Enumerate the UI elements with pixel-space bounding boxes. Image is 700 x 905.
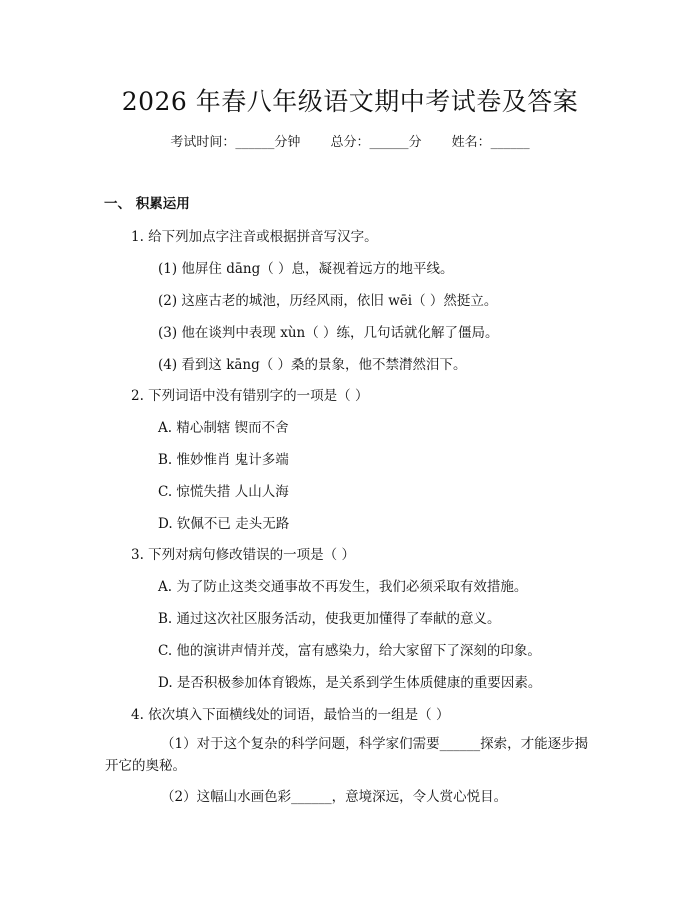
- question-3-option-d: D. 是否积极参加体育锻炼，是关系到学生体质健康的重要因素。: [158, 675, 542, 691]
- question-4-item-2: （2）这幅山水画色彩______，意境深远，令人赏心悦目。: [161, 789, 508, 805]
- section-heading: 一、 积累运用: [104, 196, 190, 212]
- exam-time-field: 考试时间：______分钟: [170, 135, 301, 150]
- question-3-option-b: B. 通过这次社区服务活动，使我更加懂得了奉献的意义。: [158, 611, 501, 627]
- question-2-option-a: A. 精心制辖 锲而不舍: [158, 420, 289, 436]
- question-4-item-1: （1）对于这个复杂的科学问题，科学家们需要______探索，才能逐步揭开它的奥秘。: [105, 736, 589, 774]
- question-1-item-4: (4) 看到这 kāng（ ）桑的景象，他不禁潸然泪下。: [158, 357, 467, 373]
- question-2-stem: 2. 下列词语中没有错别字的一项是（ ）: [131, 388, 369, 404]
- question-4-stem: 4. 依次填入下面横线处的词语，最恰当的一组是（ ）: [131, 707, 450, 723]
- question-3-stem: 3. 下列对病句修改错误的一项是（ ）: [131, 547, 355, 563]
- question-1-stem: 1. 给下列加点字注音或根据拼音写汉字。: [131, 229, 378, 245]
- question-1-item-1: (1) 他屏住 dāng（ ）息，凝视着远方的地平线。: [158, 261, 454, 277]
- question-2-option-d: D. 钦佩不已 走头无路: [158, 516, 290, 532]
- question-3-option-a: A. 为了防止这类交通事故不再发生，我们必须采取有效措施。: [158, 579, 528, 595]
- question-1-item-2: (2) 这座古老的城池，历经风雨，依旧 wēi（ ）然挺立。: [158, 293, 498, 309]
- page-title: 2026 年春八年级语文期中考试卷及答案: [121, 87, 579, 116]
- total-score-field: 总分：______分: [330, 135, 422, 150]
- question-1-item-3: (3) 他在谈判中表现 xùn（ ）练，几句话就化解了僵局。: [158, 325, 499, 341]
- exam-info-row: [0, 131, 700, 150]
- student-name-field: 姓名：______: [451, 135, 530, 150]
- question-2-option-c: C. 惊慌失措 人山人海: [158, 484, 289, 500]
- question-2-option-b: B. 惟妙惟肖 鬼计多端: [158, 452, 289, 468]
- question-3-option-c: C. 他的演讲声情并茂，富有感染力，给大家留下了深刻的印象。: [158, 643, 541, 659]
